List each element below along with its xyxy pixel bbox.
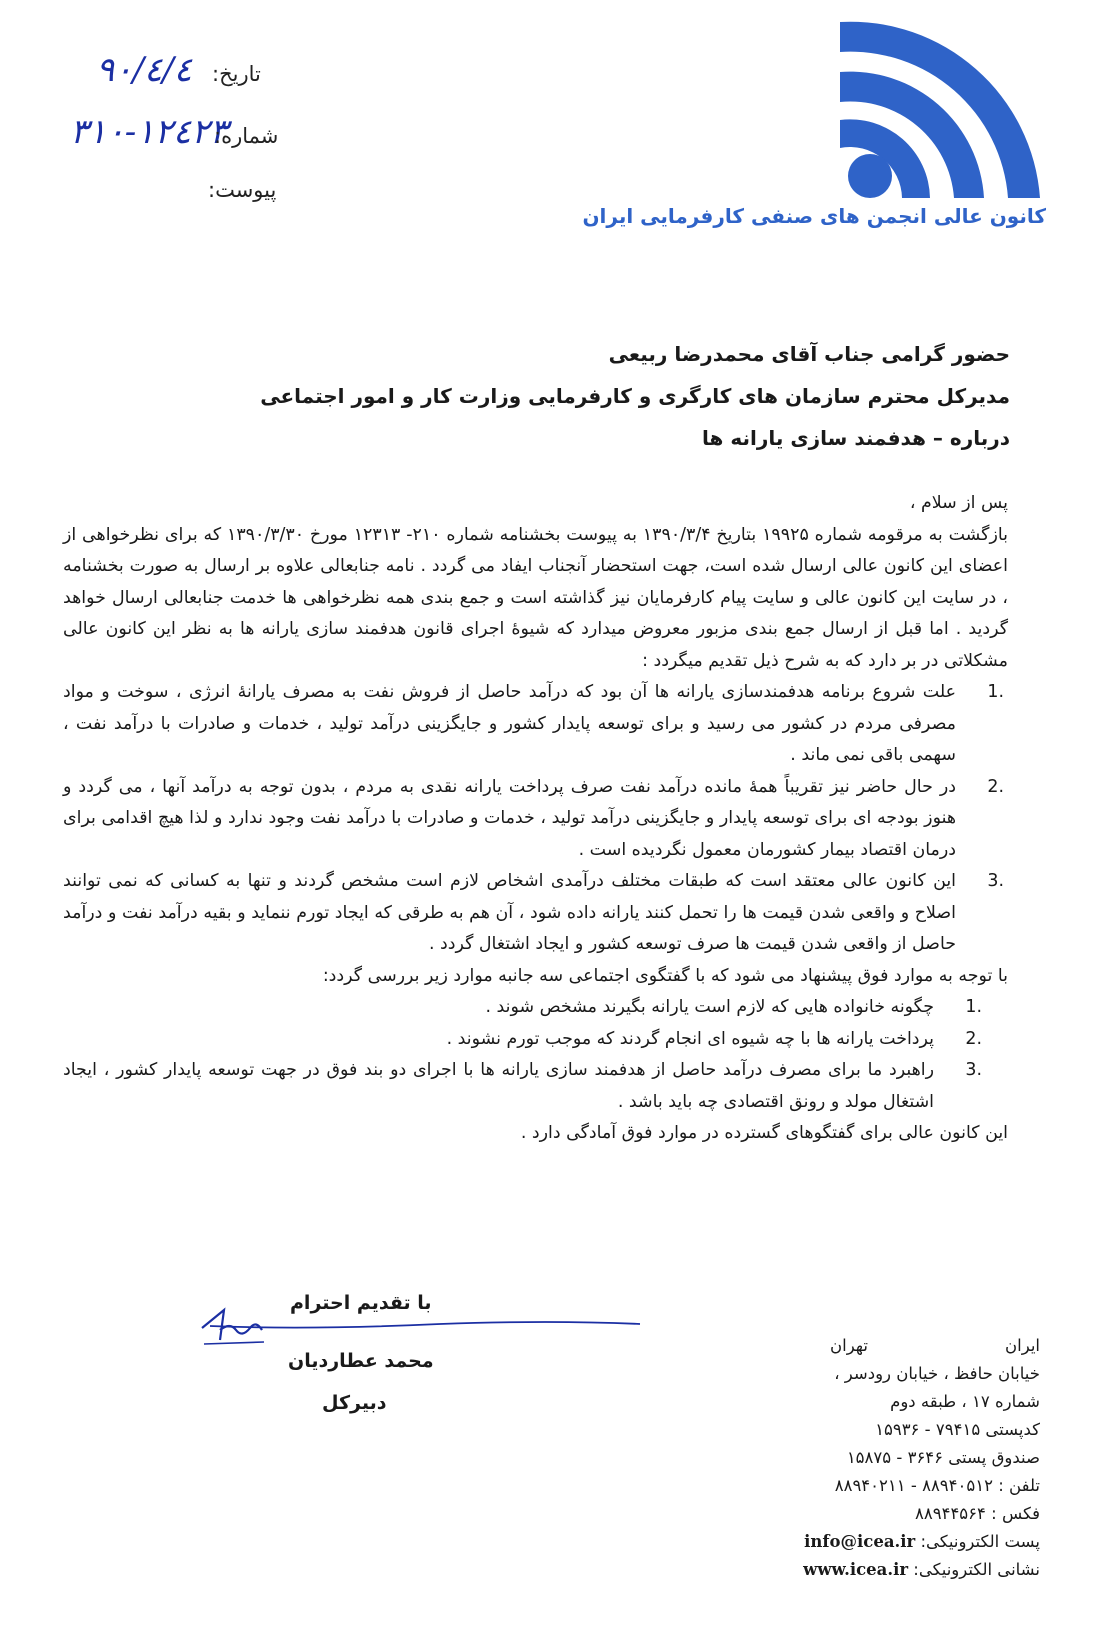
number-label: شماره:	[214, 124, 279, 148]
item-text: این کانون عالی معتقد است که طبقات مختلف درآمدی اشخاص لازم است مشخص گردند و تنها به کسانی که نمی توانند اصلاح و واقعی شدن قیمت ها را تحمل کنند یارانه داده شود ، آن هم به طرقی که ایجاد تورم ننماید و بقیه درآمد نفت و درآمد حاصل از واقعی شدن قیمت ها صرف توسعه کشور و ایجاد اشتغال گردد .	[63, 871, 956, 954]
item-text: چگونه خانواده هایی که لازم است یارانه بگیرند مشخص شوند .	[485, 997, 934, 1017]
list-item	[63, 677, 1008, 772]
email-label: پست الکترونیکی:	[920, 1532, 1040, 1551]
website-link[interactable]: www.icea.ir	[803, 1560, 909, 1579]
email-link[interactable]: info@icea.ir	[804, 1532, 916, 1551]
item-text: پرداخت یارانه ها با چه شیوه ای انجام گردند که موجب تورم نشوند .	[446, 1028, 934, 1049]
item-number: .3	[987, 871, 1004, 891]
proposal-intro: با توجه به موارد فوق پیشنهاد می شود که با گفتگوی اجتماعی سه جانبه موارد زیر بررسی گردد:	[322, 965, 1008, 986]
number-handwritten: ١٢٤٢٣-٣١٠	[70, 112, 228, 152]
signature-scribble	[190, 1300, 650, 1350]
address-building: شماره ۱۷ ، طبقه دوم	[890, 1392, 1040, 1411]
signer-title: دبیرکل	[322, 1392, 387, 1414]
item-text: راهبرد ما برای مصرف درآمد حاصل از هدفمند سازی یارانه ها با اجرای دو بند فوق در جهت توسعه پایدار کشور ، ایجاد اشتغال مولد و رونق اقتصادی چه باید باشد .	[63, 1060, 934, 1112]
item-text: در حال حاضر نیز تقریباً همهٔ مانده درآمد نفت صرف پرداخت یارانه نقدی به مردم ، بدون توجه به درآمد آنها ، می گردد و هنوز بودجه ای برای توسعه پایدار و جایگزینی درآمد تولید ، خدمات و صادرات با درآمد نفت وجود ندارد و لذا هیچ اقدامی برای درمان اقتصاد بیمار کشورمان معمول نگردیده است .	[63, 776, 956, 860]
closing-paragraph: این کانون عالی برای گفتگوهای گسترده در موارد فوق آمادگی دارد .	[520, 1123, 1008, 1143]
address-country: ایران	[1005, 1336, 1040, 1355]
address-email-row	[770, 1528, 1040, 1556]
item-number: .2	[987, 776, 1004, 797]
letter-body	[63, 488, 1008, 1150]
address-city: تهران	[830, 1336, 869, 1355]
signer-name: محمد عطاردیان	[288, 1350, 434, 1372]
proposal-item	[63, 992, 1008, 1024]
address-street: خیابان حافظ ، خیابان رودسر ،	[834, 1364, 1040, 1383]
organization-name: کانون عالی انجمن های صنفی کارفرمایی ایران	[582, 204, 1046, 228]
regards-text: با تقدیم احترام	[290, 1292, 432, 1314]
address-po-box: صندوق پستی ۳۶۴۶ - ۱۵۸۷۵	[846, 1448, 1040, 1467]
proposal-item	[63, 1055, 1008, 1118]
addressee-line-1: حضور گرامی جناب آقای محمدرضا ربیعی	[608, 342, 1010, 366]
list-item	[63, 866, 1008, 961]
item-number: .1	[987, 682, 1004, 702]
proposal-item	[63, 1024, 1008, 1056]
greeting: پس از سلام ،	[909, 493, 1008, 513]
subject-line: درباره – هدفمند سازی یارانه ها	[702, 426, 1010, 450]
address-fax: فکس : ۸۸۹۴۴۵۶۴	[915, 1504, 1040, 1523]
contact-address	[770, 1332, 1040, 1584]
address-web-row	[770, 1556, 1040, 1584]
attachment-label: پیوست:	[208, 178, 277, 202]
date-handwritten: ٩٠/٤/٤	[96, 50, 192, 90]
addressee-line-2: مدیرکل محترم سازمان های کارگری و کارفرمایی وزارت کار و امور اجتماعی	[260, 384, 1010, 408]
date-label: تاریخ:	[212, 62, 261, 86]
signal-waves-icon	[838, 16, 1050, 200]
address-postal-code: کدپستی ۷۹۴۱۵ - ۱۵۹۳۶	[875, 1420, 1040, 1439]
list-item	[63, 772, 1008, 867]
web-label: نشانی الکترونیکی:	[913, 1560, 1040, 1579]
address-country-city	[770, 1332, 1040, 1360]
item-text: علت شروع برنامه هدفمندسازی یارانه ها آن بود که درآمد حاصل از فروش نفت به مصرف یارانهٔ انرژی ، سوخت و مواد مصرفی مردم در کشور می رسید و برای توسعه پایدار کشور و جایگزینی درآمد تولید ، خدمات و صادرات با درآمد نفت ، سهمی باقی نمی ماند .	[63, 682, 956, 765]
address-phone: تلفن : ۸۸۹۴۰۵۱۲ - ۸۸۹۴۰۲۱۱	[834, 1476, 1040, 1495]
item-number: .2	[965, 1028, 982, 1049]
intro-paragraph: بازگشت به مرقومه شماره ۱۹۹۲۵ بتاریخ ۱۳۹۰/۳/۴ به پیوست بخشنامه شماره ۲۱۰- ۱۲۳۱۳ مورخ ۱۳۹۰/۳/۳۰ که برای نظرخواهی از اعضای این کانون عالی ارسال شده است، جهت استحضار آنجناب ایفاد می گردد . نامه جنابعالی علاوه بر ارسال به صورت بخشنامه ، در سایت این کانون عالی و سایت پیام کارفرمایان نیز گذاشته است و جمع بندی همه نظرخواهی ها خدمت جنابعالی ارسال خواهد گردید . اما قبل از ارسال جمع بندی مزبور معروض میدارد که شیوهٔ اجرای قانون هدفمند سازی یارانه ها به نظر این کانون عالی مشکلاتی در بر دارد که به شرح ذیل تقدیم میگردد :	[63, 524, 1008, 671]
item-number: .1	[965, 997, 982, 1017]
item-number: .3	[965, 1060, 982, 1080]
